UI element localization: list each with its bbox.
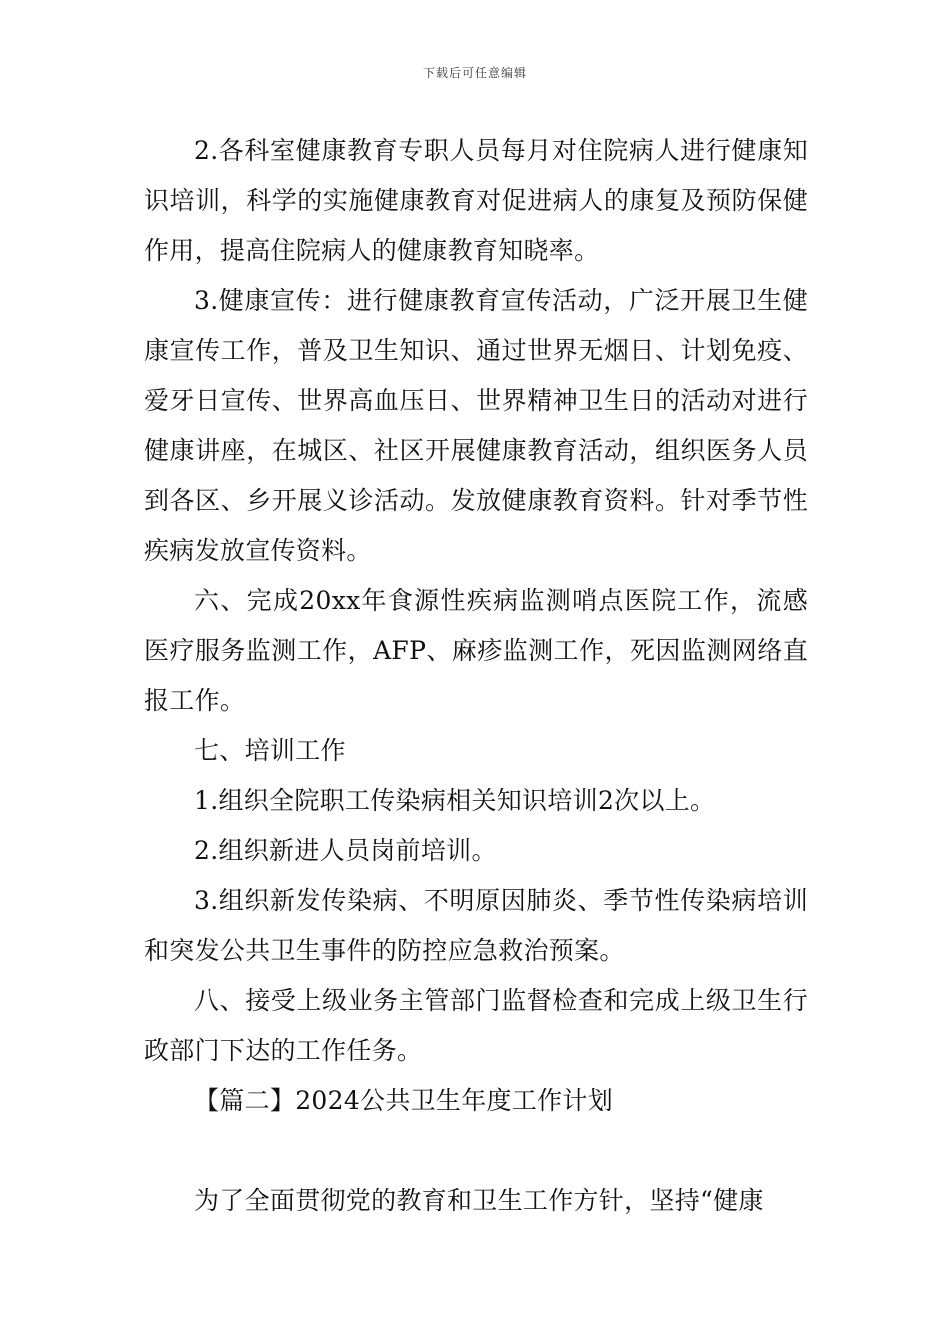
paragraph-intro-part-two: 为了全面贯彻党的教育和卫生工作方针，坚持“健康 <box>194 1186 764 1215</box>
paragraph-health-education-training: 2.各科室健康教育专职人员每月对住院病人进行健康知识培训，科学的实施健康教育对促进病人的康复及预防保健作用，提高住院病人的健康教育知晓率。 <box>144 136 808 265</box>
chapter-title-part-two: 【篇二】2024公共卫生年度工作计划 <box>194 1086 614 1115</box>
section-heading-training: 七、培训工作 <box>194 736 346 765</box>
paragraph-section-eight: 八、接受上级业务主管部门监督检查和完成上级卫生行政部门下达的工作任务。 <box>144 986 808 1065</box>
paragraph-section-six: 六、完成20xx年食源性疾病监测哨点医院工作，流感医疗服务监测工作，AFP、麻疹监测工作，死因监测网络直报工作。 <box>144 586 808 715</box>
paragraph-training-item-1: 1.组织全院职工传染病相关知识培训2次以上。 <box>194 786 716 815</box>
paragraph-health-promotion: 3.健康宣传：进行健康教育宣传活动，广泛开展卫生健康宣传工作，普及卫生知识、通过世界无烟日、计划免疫、爱牙日宣传、世界高血压日、世界精神卫生日的活动对进行健康讲座，在城区、社区开展健康教育活动，组织医务人员到各区、乡开展义诊活动。发放健康教育资料。针对季节性疾病发放宣传资料。 <box>144 286 808 565</box>
paragraph-training-item-2: 2.组织新进人员岗前培训。 <box>194 836 497 865</box>
paragraph-training-item-3: 3.组织新发传染病、不明原因肺炎、季节性传染病培训和突发公共卫生事件的防控应急救治预案。 <box>144 886 808 965</box>
page-header-note: 下载后可任意编辑 <box>422 66 527 80</box>
document-body <box>144 126 808 1226</box>
